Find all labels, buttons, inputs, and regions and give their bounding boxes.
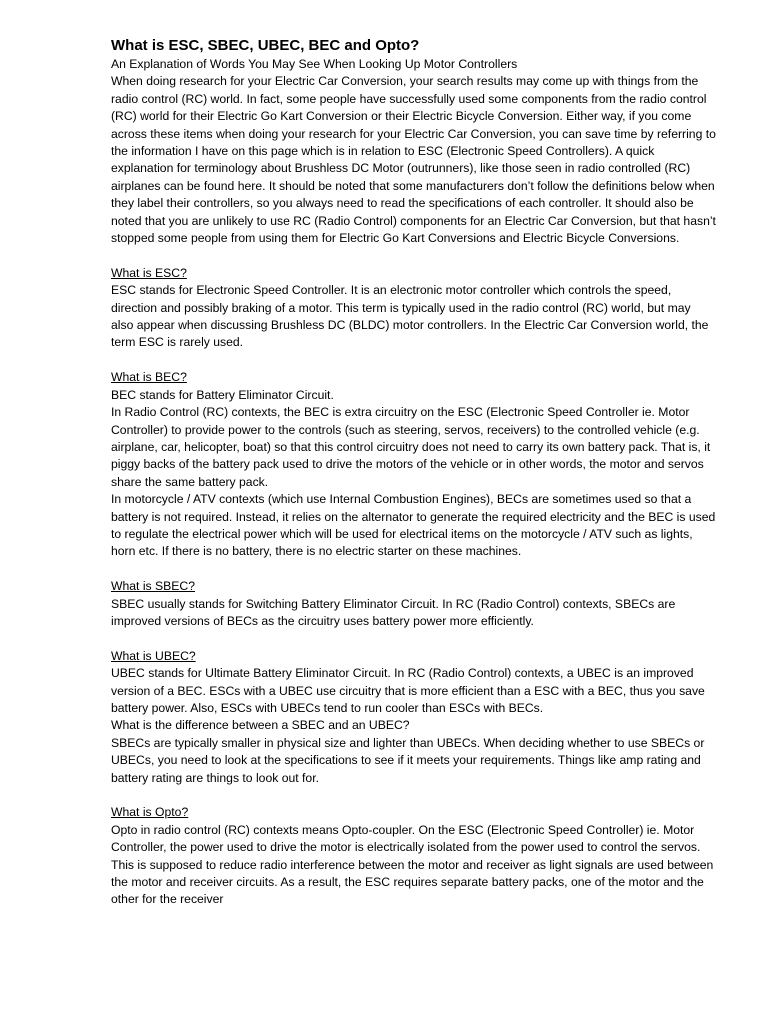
section-heading-opto: What is Opto? [111,805,189,820]
opto-paragraph: Opto in radio control (RC) contexts means Opto-coupler. On the ESC (Electronic Speed Controller) ie. Motor Controller, the power used to drive the motor is electrically isolated from the power used to control the servos. This is supposed to reduce radio interference between the motor and receiver as light signals are used between the motor and receiver circuits. As a result, the ESC requires separate battery packs, one of the motor and the other for the receiver [111,822,714,907]
ubec-subquestion: What is the difference between a SBEC and an UBEC? [111,718,410,733]
bec-paragraph: BEC stands for Battery Eliminator Circuit. [111,387,334,402]
section-heading-ubec: What is UBEC? [111,648,196,663]
section-sbec [111,578,716,630]
esc-paragraph: ESC stands for Electronic Speed Controller. It is an electronic motor controller which controls the speed, direction and possibly braking of a motor. This term is typically used in the radio control (RC) world, but may also appear when discussing Brushless DC (BLDC) motor controllers. In the Electric Car Conversion world, the term ESC is rarely used. [111,283,709,350]
section-ubec [111,648,716,787]
section-heading-esc: What is ESC? [111,265,187,280]
section-heading-sbec: What is SBEC? [111,579,195,594]
bec-paragraph: In motorcycle / ATV contexts (which use Internal Combustion Engines), BECs are sometimes used so that a battery is not required. Instead, it relies on the alternator to generate the required electricity and the BEC is used to regulate the electrical power which will be used for electrical items on the motorcycle / ATV such as lights, horn etc. If there is no battery, there is no electric starter on these machines. [111,492,716,559]
section-esc [111,265,716,352]
intro-paragraph: When doing research for your Electric Car Conversion, your search results may come up with things from the radio control (RC) world. In fact, some people have successfully used some components from the radio control (RC) world for their Electric Go Kart Conversion or their Electric Bicycle Conversion. Either way, if you come across these items when doing your research for your Electric Car Conversion, you can save time by referring to the information I have on this page which is in relation to ESC (Electronic Speed Controllers). A quick explanation for terminology about Brushless DC Motor (outrunners), like those seen in radio controlled (RC) airplanes can be found here. It should be noted that some manufacturers don’t follow the definitions below when they label their controllers, so you always need to read the specifications of each controller. It should also be noted that you are unlikely to use RC (Radio Control) components for an Electric Car Conversion, but that hasn’t stopped some people from using them for Electric Go Kart Conversions and Electric Bicycle Conversions. [111,74,716,246]
ubec-paragraph: UBEC stands for Ultimate Battery Eliminator Circuit. In RC (Radio Control) contexts, a UBEC is an improved version of a BEC. ESCs with a UBEC use circuitry that is more efficient than a ESC with a BEC, thus you save battery power. Also, ESCs with UBECs tend to run cooler than ESCs with BECs. [111,666,705,715]
section-bec [111,369,716,560]
document-title: What is ESC, SBEC, UBEC, BEC and Opto? [111,37,420,54]
document-page [111,36,716,909]
sbec-paragraph: SBEC usually stands for Switching Battery Eliminator Circuit. In RC (Radio Control) contexts, SBECs are improved versions of BECs as the circuitry uses battery power more efficiently. [111,596,676,628]
ubec-paragraph: SBECs are typically smaller in physical size and lighter than UBECs. When deciding whether to use SBECs or UBECs, you need to look at the specifications to see if it meets your requirements. Things like amp rating and battery rating are things to look out for. [111,735,705,785]
section-opto [111,804,716,908]
document-subtitle: An Explanation of Words You May See When Looking Up Motor Controllers [111,57,518,71]
section-heading-bec: What is BEC? [111,370,187,385]
bec-paragraph: In Radio Control (RC) contexts, the BEC is extra circuitry on the ESC (Electronic Speed Controller ie. Motor Controller) to provide power to the controls (such as steering, servos, receivers) to the controlled vehicle (e.g. airplane, car, helicopter, boat) so that this control circuitry does not need to carry its own battery pack. That is, it piggy backs of the battery pack used to drive the motors of the vehicle or in other words, the motor and servos share the same battery pack. [111,405,711,489]
